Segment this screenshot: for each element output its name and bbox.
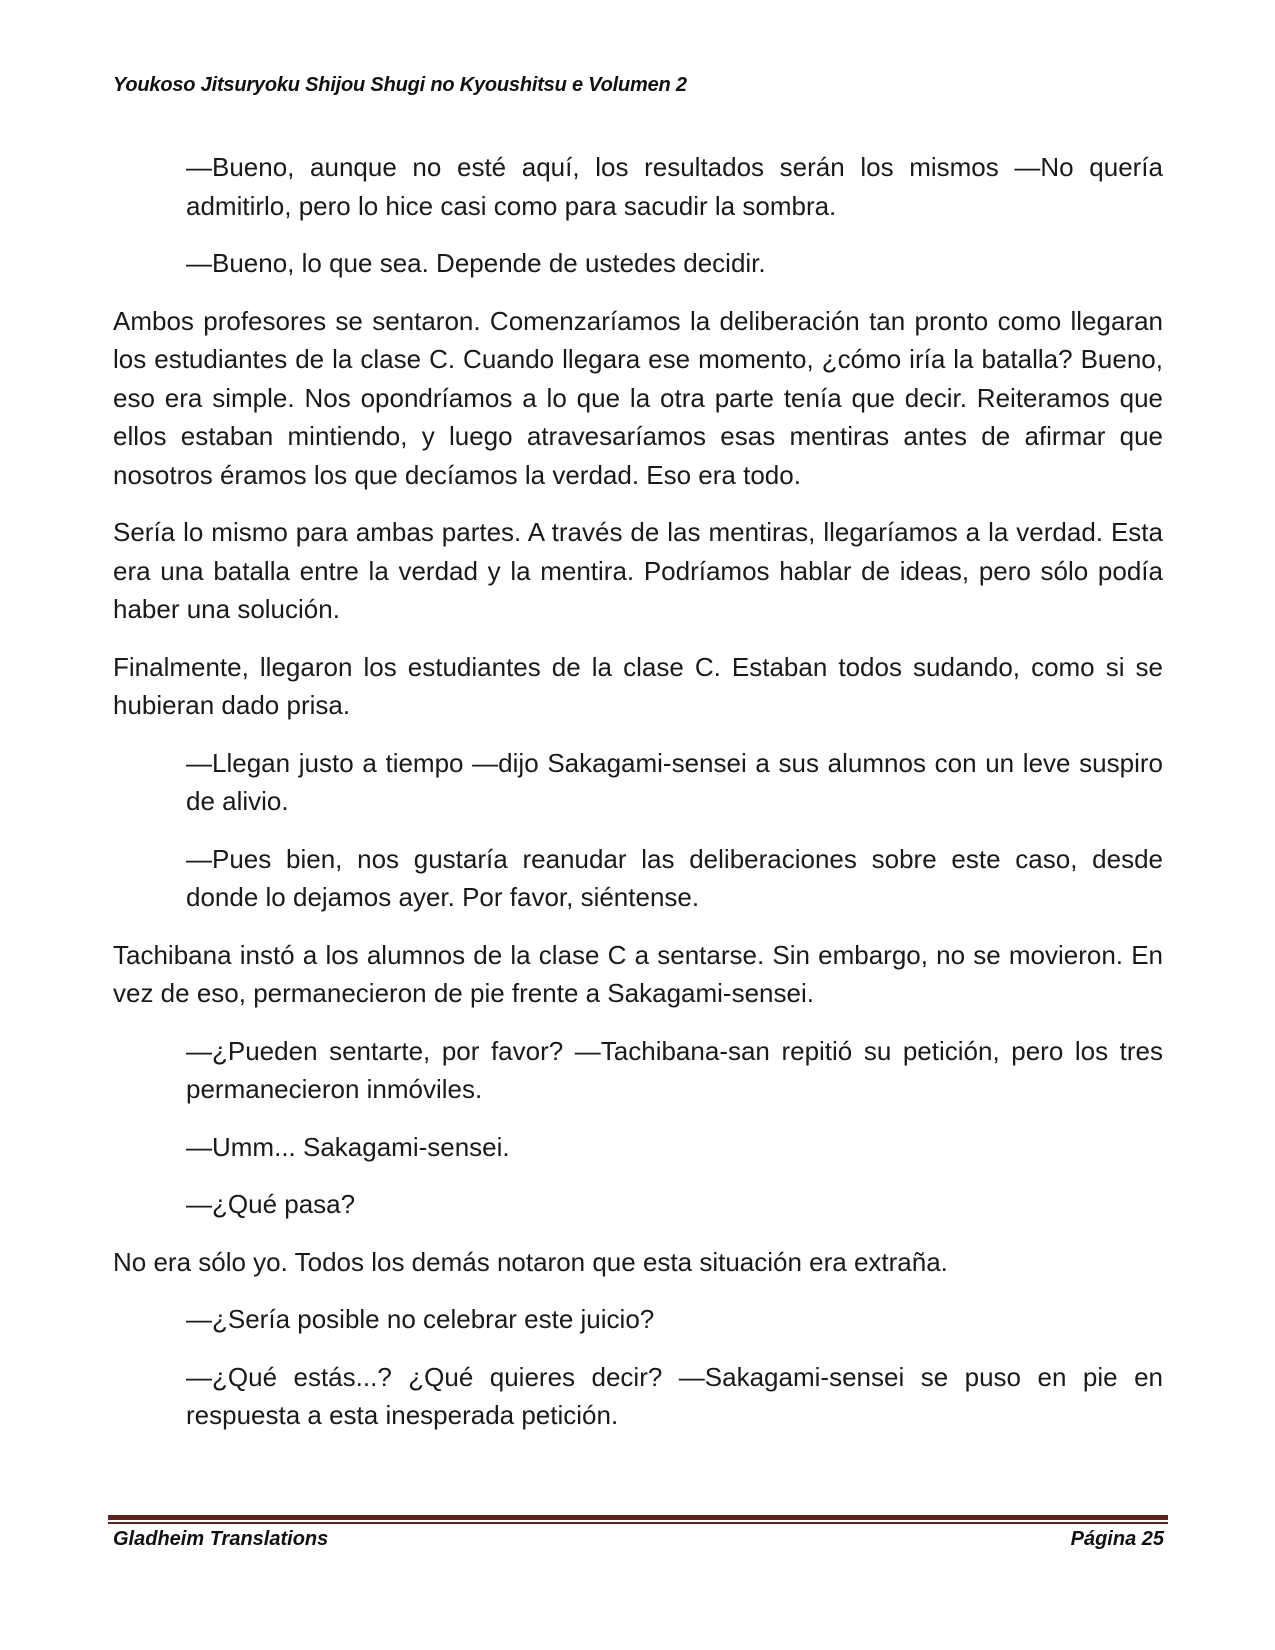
dialogue-paragraph: —¿Qué estás...? ¿Qué quieres decir? —Sakagami-sensei se puso en pie en respuesta a esta inesperada petición.	[186, 1361, 1163, 1430]
dialogue-paragraph: —Llegan justo a tiempo —dijo Sakagami-sensei a sus alumnos con un leve suspiro de alivio.	[186, 747, 1163, 816]
dialogue-paragraph: —Bueno, aunque no esté aquí, los resultados serán los mismos —No quería admitirlo, pero lo hice casi como para sacudir la sombra.	[186, 152, 1163, 221]
page-header-title: Youkoso Jitsuryoku Shijou Shugi no Kyoushitsu e Volumen 2	[113, 74, 687, 96]
narrative-paragraph: Sería lo mismo para ambas partes. A través de las mentiras, llegaríamos a la verdad. Esta era una batalla entre la verdad y la mentira. Podríamos hablar de ideas, pero sólo podía haber una solución.	[113, 517, 1163, 624]
dialogue-paragraph: —Bueno, lo que sea. Depende de ustedes decidir.	[186, 248, 766, 278]
narrative-paragraph: Ambos profesores se sentaron. Comenzaríamos la deliberación tan pronto como llegaran los estudiantes de la clase C. Cuando llegara ese momento, ¿cómo iría la batalla? Bueno, eso era simple. Nos opondríamos a lo que la otra parte tenía que decir. Reiteramos que ellos estaban mintiendo, y luego atravesaríamos esas mentiras antes de afirmar que nosotros éramos los que decíamos la verdad. Eso era todo.	[113, 305, 1163, 490]
footer-rule-thin	[108, 1522, 1168, 1524]
footer-rule-thick	[108, 1515, 1168, 1520]
narrative-paragraph: Tachibana instó a los alumnos de la clase C a sentarse. Sin embargo, no se movieron. En vez de eso, permanecieron de pie frente a Sakagami-sensei.	[113, 939, 1163, 1008]
dialogue-paragraph: —¿Pueden sentarte, por favor? —Tachibana-san repitió su petición, pero los tres permanecieron inmóviles.	[186, 1035, 1163, 1104]
narrative-paragraph: No era sólo yo. Todos los demás notaron que esta situación era extraña.	[113, 1246, 948, 1277]
dialogue-paragraph: —Umm... Sakagami-sensei.	[186, 1131, 510, 1162]
footer-page-number: Página 25	[1070, 1528, 1164, 1550]
dialogue-paragraph: —Pues bien, nos gustaría reanudar las deliberaciones sobre este caso, desde donde lo dejamos ayer. Por favor, siéntense.	[186, 843, 1163, 912]
footer-translator-credit: Gladheim Translations	[113, 1528, 329, 1550]
narrative-paragraph: Finalmente, llegaron los estudiantes de la clase C. Estaban todos sudando, como si se hubieran dado prisa.	[113, 651, 1163, 720]
page-body	[113, 148, 1163, 1454]
dialogue-paragraph: —¿Sería posible no celebrar este juicio?	[186, 1304, 655, 1334]
dialogue-paragraph: —¿Qué pasa?	[186, 1189, 356, 1219]
